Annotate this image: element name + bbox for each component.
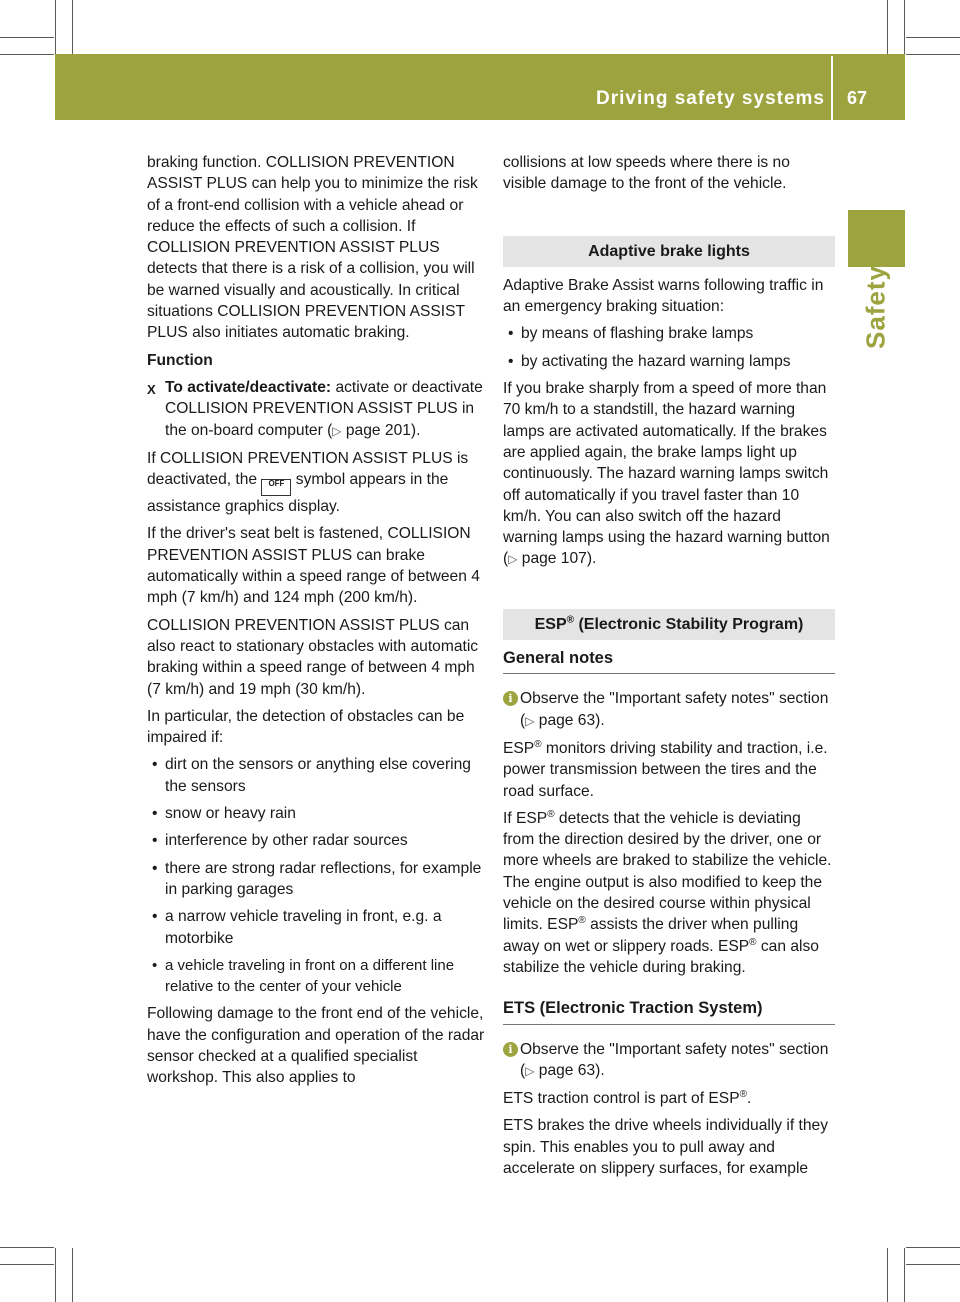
side-tab-label: Safety [860,264,891,350]
info-icon: i [503,1042,518,1057]
bullet-icon: • [152,859,158,877]
header-band [55,54,905,120]
crop-mark [55,0,56,54]
paragraph: ETS brakes the drive wheels individually if they spin. This enables you to pull away and accelerate on slippery surfaces, for example [503,1117,829,1177]
general-notes-heading: General notes [503,648,835,674]
paragraph: braking function. COLLISION PREVENTION ASSIST PLUS can help you to minimize the risk of a front-end collision with a vehicle ahead or reduce the effects of such a collision. If COLLISION PREVENTION ASSIST PLUS detects that there is a risk of a collision, you will be warned visually and acoustically. In critical situations COLLISION PREVENTION ASSIST PLUS also initiates automatic braking. [147,154,478,342]
paragraph [503,808,835,978]
info-note [503,1039,835,1083]
bullet-icon: • [508,325,514,343]
bullet-icon: • [508,352,514,370]
list-item [147,906,485,949]
text: symbol appears in the assistance graphics display. [147,471,449,516]
registered-mark: ® [566,614,574,626]
registered-mark: ® [739,1088,747,1100]
crop-mark [906,1247,960,1248]
list-item-text: by activating the hazard warning lamps [521,352,791,370]
text: Observe the "Important safety notes" section ( [520,1040,829,1079]
text: monitors driving stability and traction, i.e. power transmission between the tires and the road surface. [503,739,828,800]
page-pointer-icon: ▷ [525,1063,535,1078]
crop-mark [906,37,960,38]
collision-off-symbol-icon: OFF [261,479,291,496]
info-icon: i [503,691,518,706]
text: (Electronic Stability Program) [574,615,804,633]
instruction-text: activate or deactivate COLLISION PREVENTION ASSIST PLUS in the on-board computer ( [165,378,483,439]
header-divider [831,56,833,120]
side-tab [848,210,905,267]
crop-mark [0,37,54,38]
crop-mark [0,1247,54,1248]
paragraph: Following damage to the front end of the vehicle, have the configuration and operation of the radar sensor checked at a qualified specialist workshop. This also applies to [147,1005,485,1087]
bullet-icon: • [152,956,158,974]
paragraph [503,1088,835,1109]
paragraph: Adaptive Brake Assist warns following traffic in an emergency braking situation: [503,276,824,316]
esp-heading [503,609,835,640]
text: . [746,1090,752,1108]
registered-mark: ® [534,738,542,750]
paragraph [503,738,835,802]
text: ESP [503,739,535,757]
text: ETS traction control is part of ESP [503,1090,740,1108]
page-reference-link[interactable]: page 63). [538,1061,605,1079]
crop-mark [887,1248,888,1302]
paragraph: collisions at low speeds where there is no visible damage to the front of the vehicle. [503,154,790,193]
crop-mark [72,0,73,54]
list-item-text: dirt on the sensors or anything else covering the sensors [165,756,471,795]
paragraph: COLLISION PREVENTION ASSIST PLUS can also react to stationary obstacles with automatic braking within a speed range of between 4 mph (7 km/h) and 19 mph (30 km/h). [147,616,479,698]
text: can also stabilize the vehicle during braking. [503,937,819,976]
right-column [503,152,835,1179]
crop-mark [72,1248,73,1302]
text: If ESP [503,809,548,827]
list-item-text: by means of flashing brake lamps [521,325,754,343]
crop-mark [887,0,888,54]
bullet-icon: • [152,805,158,823]
paragraph [147,448,485,518]
paragraph: In particular, the detection of obstacles can be impaired if: [147,707,465,747]
page-reference-link[interactable]: page 107). [521,550,597,568]
list-item-text: interference by other radar sources [165,832,408,850]
text: Observe the "Important safety notes" section ( [520,690,829,729]
text: If you brake sharply from a speed of more than 70 km/h to a standstill, the hazard warning lamps are activated automatically. If the brakes are applied again, the brake lamps light up continuously. The hazard warning lamps switch off automatically if you travel faster than 10 km/h. You can also switch off the hazard warning lamps using the hazard warning button ( [503,380,830,568]
function-heading: Function [147,351,213,369]
crop-mark [904,0,905,54]
list-item [147,858,485,901]
crop-mark [904,1248,905,1302]
arrow-icon: X [147,381,156,397]
registered-mark: ® [749,936,757,948]
ets-heading: ETS (Electronic Traction System) [503,998,835,1024]
bullet-icon: • [152,756,158,774]
left-column [147,152,485,1089]
list-item-text: there are strong radar reflections, for example in parking garages [165,859,482,898]
bullet-icon: • [152,832,158,850]
instruction-step [147,377,485,442]
text: assists the driver when pulling away on wet or slippery roads. ESP [503,916,799,955]
list-item [503,351,835,372]
section-title: Driving safety systems [596,88,825,109]
list-item-text: snow or heavy rain [165,805,296,823]
text: If COLLISION PREVENTION ASSIST PLUS is deactivated, the [147,449,469,489]
list-item [147,955,485,998]
list-item-text: a narrow vehicle traveling in front, e.g. a motorbike [165,908,442,947]
crop-mark [55,1248,56,1302]
crop-mark [0,1264,54,1265]
page-pointer-icon: ▷ [508,552,518,567]
page-pointer-icon: ▷ [525,713,535,728]
paragraph: If the driver's seat belt is fastened, COLLISION PREVENTION ASSIST PLUS can brake automatically within a speed range of between 4 mph (7 km/h) and 124 mph (200 km/h). [147,525,480,607]
crop-mark [906,54,960,55]
list-item [147,754,485,797]
page-pointer-icon: ▷ [332,423,342,438]
registered-mark: ® [578,915,586,927]
bullet-icon: • [152,908,158,926]
crop-mark [906,1264,960,1265]
page-reference-link[interactable]: page 201). [345,421,421,439]
adaptive-brake-lights-heading: Adaptive brake lights [503,236,835,267]
list-item-text: a vehicle traveling in front on a different line relative to the center of your vehicle [165,956,455,996]
text: detects that the vehicle is deviating from the direction desired by the driver, one or more wheels are braked to stabilize the vehicle. The engine output is also modified to keep the vehicle on the desired course within physical limits. ESP [503,809,832,934]
registered-mark: ® [547,808,555,820]
list-item [147,830,485,851]
page-reference-link[interactable]: page 63). [538,711,605,729]
instruction-label: To activate/deactivate: [165,378,332,396]
text: ESP [534,615,567,633]
paragraph [503,378,835,571]
page-number: 67 [847,88,868,108]
list-item [503,323,835,344]
crop-mark [0,54,54,55]
list-item [147,803,485,824]
info-note [503,688,835,732]
